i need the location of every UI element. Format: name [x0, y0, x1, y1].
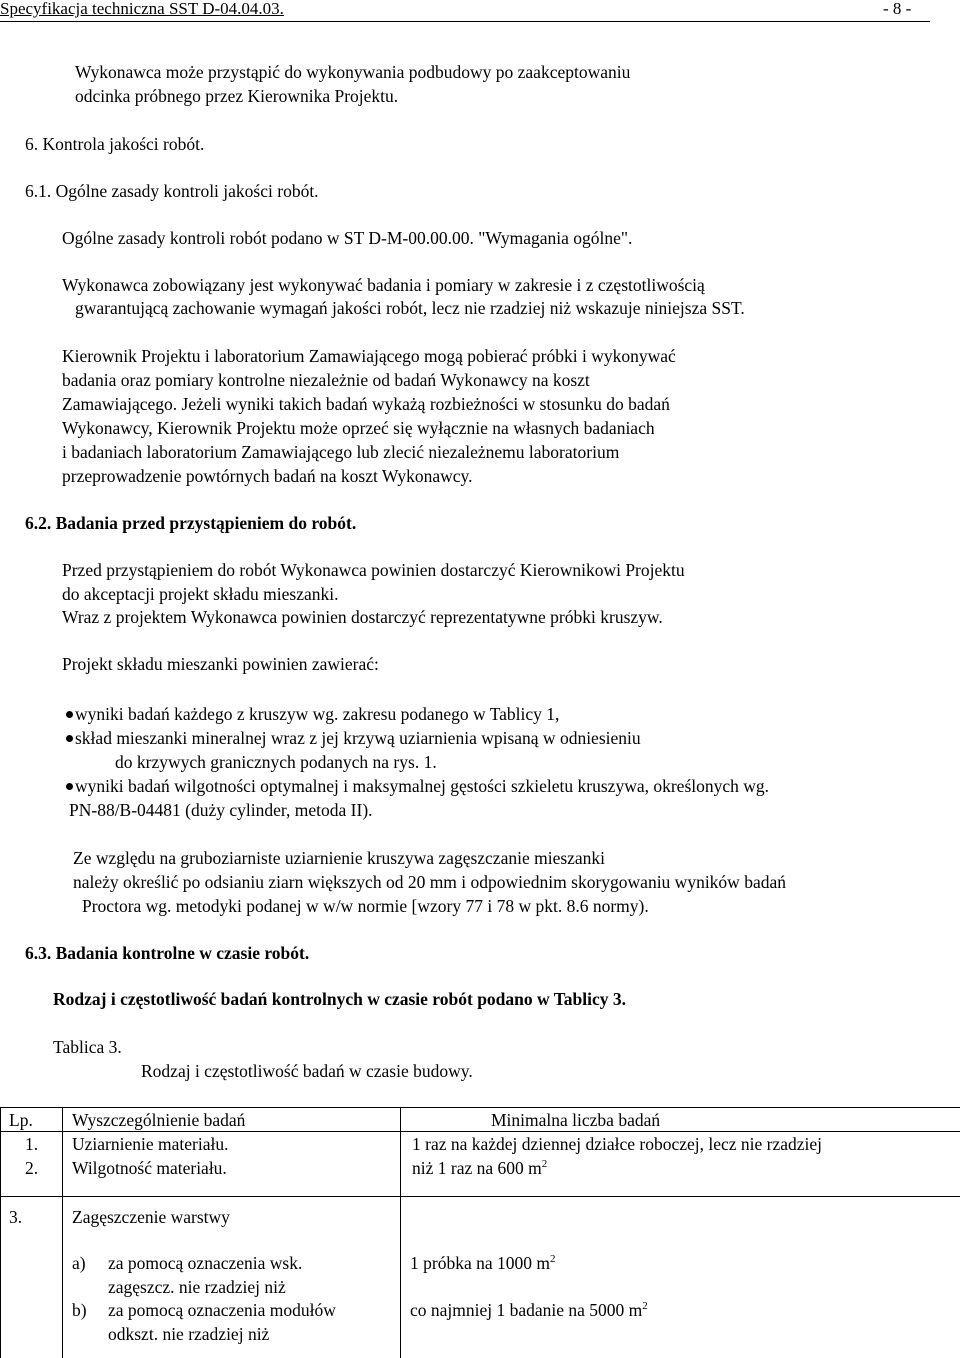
section-6-1-p2-line1: Wykonawca zobowiązany jest wykonywać badania i pomiary w zakresie i z częstotliwością — [62, 275, 705, 295]
section-6-1-p3-line5: i badaniach laboratorium Zamawiającego lub zlecić niezależnemu laboratorium — [62, 442, 620, 462]
section-6-2-p2: Projekt składu mieszanki powinien zawierać: — [62, 654, 379, 674]
table-row-divider — [0, 1196, 960, 1197]
th-minimum: Minimalna liczba badań — [491, 1110, 661, 1130]
row-3-lp: 3. — [9, 1207, 23, 1227]
section-6-2-p1-line1: Przed przystąpieniem do robót Wykonawca powinien dostarczyć Kierownikowi Projektu — [62, 560, 685, 580]
bullet-3-line2: PN-88/B-04481 (duży cylinder, metoda II). — [69, 800, 373, 820]
row-1-2-min-line2: niż 1 raz na 600 $m^2$ — [412, 1158, 548, 1178]
th-lp: Lp. — [9, 1110, 33, 1130]
section-6-1-p3-line2: badania oraz pomiary kontrolne niezależnie od badań Wykonawcy na koszt — [62, 370, 590, 390]
row-1-desc: Uziarnienie materiału. — [72, 1134, 229, 1154]
section-6-1-p3-line1: Kierownik Projektu i laboratorium Zamawiającego mogą pobierać próbki i wykonywać — [62, 346, 676, 366]
section-6-1-p1: Ogólne zasady kontroli robót podano w ST D-M-00.00.00. "Wymagania ogólne". — [62, 228, 633, 248]
row-1-2-min-line1: 1 raz na każdej dziennej działce roboczej, lecz nie rzadziej — [412, 1134, 823, 1154]
section-6-1-p2-line2: gwarantującą zachowanie wymagań jakości robót, lecz nie rzadziej niż wskazuje niniejsza SST. — [75, 298, 745, 318]
row-1-lp: 1. — [25, 1134, 39, 1154]
row-3b-marker: b) — [72, 1300, 87, 1320]
row-3a-line2: zagęszcz. nie rzadziej niż — [108, 1277, 286, 1297]
section-6-2-p1-line3: Wraz z projektem Wykonawca powinien dostarczyć reprezentatywne próbki kruszyw. — [62, 607, 663, 627]
th-description: Wyszczególnienie badań — [72, 1110, 246, 1130]
bullet-marker — [66, 735, 73, 742]
section-6-2-heading: 6.2. Badania przed przystąpieniem do robót. — [25, 513, 357, 533]
section-6-1-p3-line3: Zamawiającego. Jeżeli wyniki takich badań wykażą rozbieżności w stosunku do badań — [62, 394, 670, 414]
row-3a-marker: a) — [72, 1253, 86, 1273]
section-6-heading: 6. Kontrola jakości robót. — [25, 134, 205, 154]
row-3b-line1: za pomocą oznaczenia modułów — [108, 1300, 336, 1320]
row-3b-line2: odkszt. nie rzadziej niż — [108, 1324, 270, 1344]
section-6-2-p3-line1: Ze względu na gruboziarniste uziarnienie kruszywa zagęszczanie mieszanki — [73, 848, 606, 868]
intro-line-2: odcinka próbnego przez Kierownika Projektu. — [75, 86, 399, 106]
section-6-2-p3-line3: Proctora wg. metodyki podanej w w/w normie [wzory 77 i 78 w pkt. 8.6 normy). — [82, 896, 649, 916]
intro-line-1: Wykonawca może przystąpić do wykonywania podbudowy po zaakceptowaniu — [75, 62, 631, 82]
header-title: Specyfikacja techniczna SST D-04.04.03. — [0, 0, 284, 18]
bullet-2-line1: skład mieszanki mineralnej wraz z jej krzywą uziarnienia wpisaną w odniesieniu — [75, 728, 641, 748]
bullet-marker — [66, 711, 73, 718]
table-column-divider — [62, 1107, 63, 1358]
table-top-border — [0, 1107, 960, 1108]
section-6-2-p3-line2: należy określić po odsianiu ziarn większych od 20 mm i odpowiednim skorygowaniu wyników badań — [73, 872, 786, 892]
section-6-1-p3-line6: przeprowadzenie powtórnych badań na koszt Wykonawcy. — [62, 466, 473, 486]
row-2-desc: Wilgotność materiału. — [72, 1158, 227, 1178]
row-3-desc: Zagęszczenie warstwy — [72, 1207, 230, 1227]
table-column-divider — [400, 1107, 401, 1358]
section-6-1-p3-line4: Wykonawcy, Kierownik Projektu może oprzeć się wyłącznie na własnych badaniach — [62, 418, 655, 438]
section-6-3-p1: Rodzaj i częstotliwość badań kontrolnych w czasie robót podano w Tablicy 3. — [53, 989, 627, 1009]
header-rule — [0, 21, 930, 22]
row-3a-min: 1 próbka na 1000 $m^2$ — [410, 1253, 556, 1273]
table-left-border — [0, 1107, 1, 1358]
row-3a-line1: za pomocą oznaczenia wsk. — [108, 1253, 303, 1273]
section-6-1-heading: 6.1. Ogólne zasady kontroli jakości robót. — [25, 181, 319, 201]
bullet-2-line2: do krzywych granicznych podanych na rys. 1. — [115, 752, 437, 772]
bullet-3-line1: wyniki badań wilgotności optymalnej i maksymalnej gęstości szkieletu kruszywa, określonych wg. — [75, 776, 770, 796]
table-caption: Rodzaj i częstotliwość badań w czasie budowy. — [141, 1061, 473, 1081]
row-3b-min: co najmniej 1 badanie na 5000 $m^2$ — [410, 1300, 648, 1320]
section-6-3-heading: 6.3. Badania kontrolne w czasie robót. — [25, 943, 310, 963]
section-6-2-p1-line2: do akceptacji projekt składu mieszanki. — [62, 584, 339, 604]
table-label: Tablica 3. — [53, 1037, 122, 1057]
page-number: - 8 - — [883, 0, 912, 18]
bullet-marker — [66, 783, 73, 790]
row-2-lp: 2. — [25, 1158, 39, 1178]
bullet-1: wyniki badań każdego z kruszyw wg. zakresu podanego w Tablicy 1, — [75, 704, 560, 724]
